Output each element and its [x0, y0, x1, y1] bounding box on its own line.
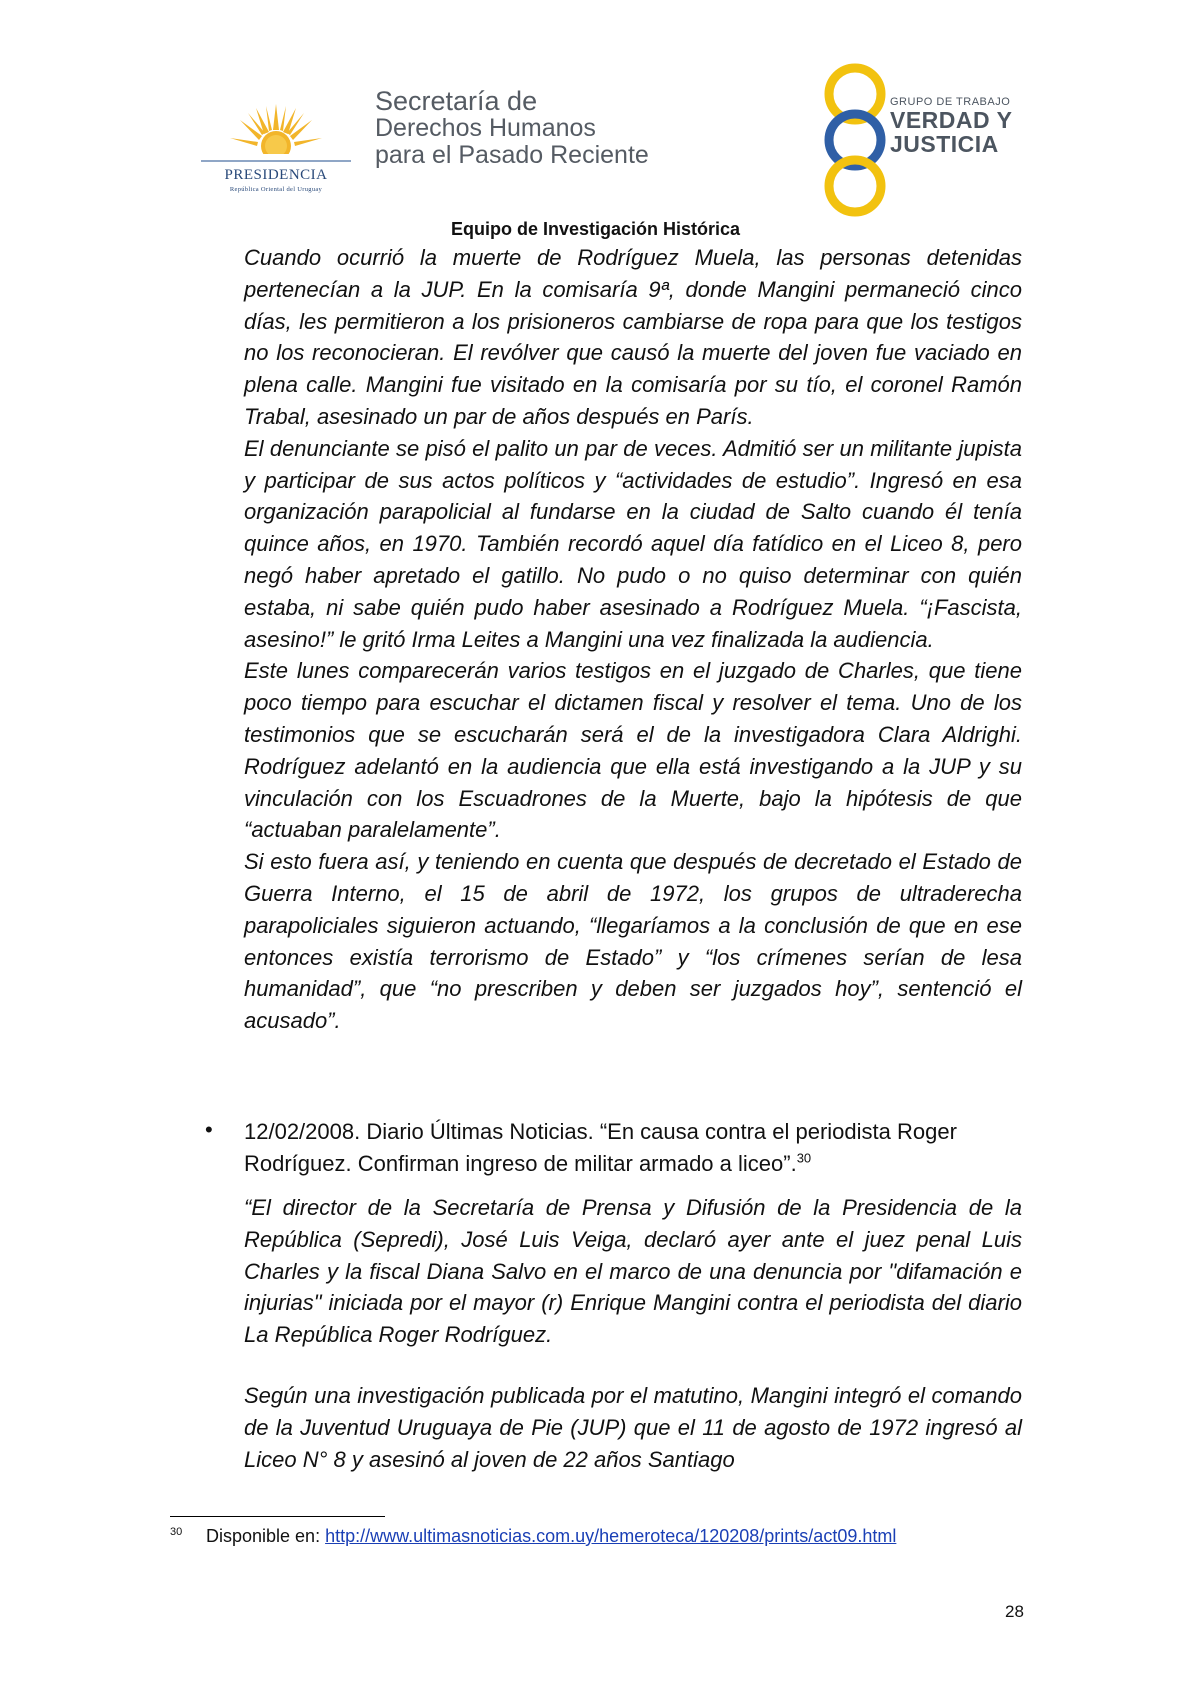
presidencia-name: PRESIDENCIA: [224, 167, 328, 183]
bullet-item: [244, 1116, 1022, 1180]
body-paragraph: Este lunes comparecerán varios testigos en el juzgado de Charles, que tiene poco tiempo para escuchar el dictamen fiscal y resolver el tema. Uno de los testimonios que se escucharán será el de la investigadora Clara Aldrighi. Rodríguez adelantó en la audiencia que ella está investigando a la JUP y su vinculación con los Escuadrones de la Muerte, bajo la hipótesis de que “actuaban paralelamente”.: [244, 658, 1022, 843]
secretaria-line2: Derechos Humanos: [375, 114, 596, 142]
body-paragraph: Según una investigación publicada por el matutino, Mangini integró el comando de la Juventud Uruguaya de Pie (JUP) que el 11 de agosto de 1972 ingresó al Liceo N° 8 y asesinó al joven de 22 años Santiago: [244, 1383, 1022, 1472]
presidencia-logo: [196, 82, 356, 222]
sun-emblem-icon: [226, 102, 326, 162]
quote-paragraph-1: [244, 1192, 1022, 1351]
footnote: [170, 1526, 896, 1547]
footnote-divider: [170, 1516, 385, 1517]
secretaria-logo-text: [375, 88, 649, 169]
page-header: [0, 60, 1191, 210]
page-number: 28: [1005, 1602, 1024, 1621]
secretaria-line1: Secretaría de: [375, 86, 538, 116]
presidencia-subtitle: República Oriental del Uruguay: [229, 186, 323, 193]
body-paragraph: El denunciante se pisó el palito un par de veces. Admitió ser un militante jupista y participar de sus actos políticos y “actividades de estudio”. Ingresó en esa organización parapolicial al fundarse en la ciudad de Salto cuando él tenía quince años, en 1970. También recordó aquel día fatídico en el Liceo 8, pero negó haber apretado el gatillo. No pudo o no quiso determinar con quién estaba, ni sabe quién pudo haber asesinado a Rodríguez Muela. “¡Fascista, asesino!” le gritó Irma Leites a Mangini una vez finalizada la audiencia.: [244, 435, 1022, 652]
secretaria-line3: para el Pasado Reciente: [375, 141, 649, 169]
body-paragraph: Si esto fuera así, y teniendo en cuenta que después de decretado el Estado de Guerra Interno, el 15 de abril de 1972, los grupos de ultraderecha parapoliciales siguieron actuando, “llegaríamos a la conclusión de que en ese entonces existía terrorismo de Estado” y “los crímenes serían de lesa humanidad”, que “no prescriben y deben ser juzgados hoy”, sentenció el acusado”.: [244, 849, 1022, 1034]
body-paragraph: Cuando ocurrió la muerte de Rodríguez Muela, las personas detenidas pertenecían a la JUP. En la comisaría 9ª, donde Mangini permaneció cinco días, les permitieron a los prisioneros cambiarse de ropa para que los testigos no los reconocieran. El revólver que causó la muerte del joven fue vaciado en plena calle. Mangini fue visitado en la comisaría por su tío, el coronel Ramón Trabal, asesinado un par de años después en París.: [244, 245, 1022, 429]
quoted-article-continuation: [244, 242, 1022, 1037]
grupo-line1: GRUPO DE TRABAJO: [890, 96, 1011, 108]
quote-paragraph-2: [244, 1380, 1022, 1475]
footnote-link[interactable]: http://www.ultimasnoticias.com.uy/hemeroteca/120208/prints/act09.html: [325, 1526, 897, 1546]
grupo-line3: JUSTICIA: [890, 131, 999, 157]
verdad-justicia-logo: [815, 60, 1035, 220]
bullet-marker: •: [205, 1117, 213, 1142]
footnote-label: Disponible en:: [206, 1526, 326, 1546]
body-paragraph: “El director de la Secretaría de Prensa y Difusión de la Presidencia de la República (Sepredi), José Luis Veiga, declaró ayer ante el juez penal Luis Charles y la fiscal Diana Salvo en el marco de una denuncia por "difamación e injurias" iniciada por el mayor (r) Enrique Mangini contra el periodista del diario La República Roger Rodríguez.: [244, 1195, 1022, 1348]
presidencia-rule: [201, 160, 351, 162]
footnote-reference[interactable]: 30: [796, 1150, 812, 1166]
bullet-text: 12/02/2008. Diario Últimas Noticias. “En causa contra el periodista Roger Rodríguez. Confirman ingreso de militar armado a liceo”.: [244, 1119, 957, 1176]
grupo-line2: VERDAD Y: [890, 107, 1013, 133]
team-title: Equipo de Investigación Histórica: [450, 219, 741, 239]
footnote-number: 30: [170, 1526, 183, 1538]
rings-emblem-icon: [815, 60, 895, 220]
